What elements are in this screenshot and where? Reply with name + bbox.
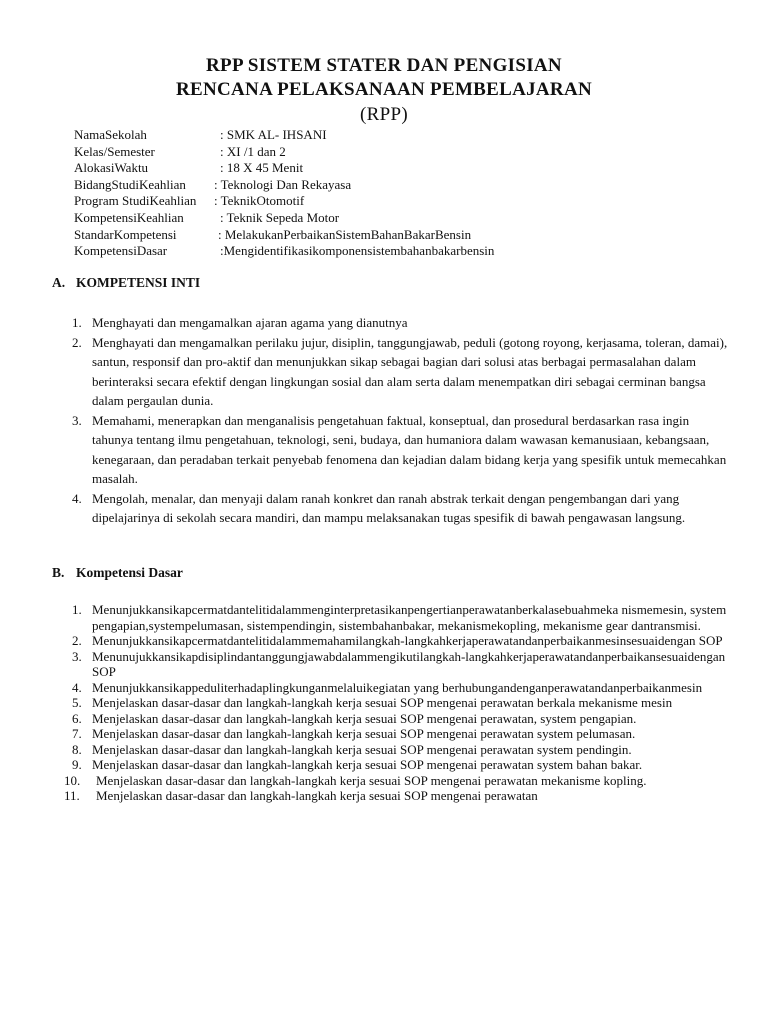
list-item bbox=[72, 489, 732, 528]
identity-value: : Teknologi Dan Rekayasa bbox=[214, 176, 352, 192]
list-text: Menjelaskan dasar-dasar dan langkah-langkah kerja sesuai SOP mengenai perawatan system pelumasan. bbox=[92, 726, 636, 741]
list-text: Menjelaskan dasar-dasar dan langkah-langkah kerja sesuai SOP mengenai perawatan mekanisme kopling. bbox=[96, 772, 647, 788]
list-item bbox=[72, 633, 732, 649]
list-item bbox=[72, 602, 732, 633]
section-title: Kompetensi Dasar bbox=[76, 565, 183, 580]
list-text: Menunjukkansikapcermatdantelitidalammemahamilangkah-langkahkerjaperawatandanperbaikanmesinsesuaidengan SOP bbox=[92, 633, 723, 648]
list-number: 2. bbox=[72, 633, 82, 648]
list-text: Menjelaskan dasar-dasar dan langkah-langkah kerja sesuai SOP mengenai perawatan system bahan bakar. bbox=[92, 757, 643, 772]
list-item bbox=[72, 711, 732, 727]
identity-value: : XI /1 dan 2 bbox=[220, 143, 286, 159]
list-text: Menjelaskan dasar-dasar dan langkah-langkah kerja sesuai SOP mengenai perawatan berkala mekanisme mesin bbox=[92, 695, 673, 710]
identity-value: : 18 X 45 Menit bbox=[220, 160, 304, 176]
list-item bbox=[72, 333, 732, 411]
section-a-heading bbox=[52, 275, 200, 291]
identity-label: Program StudiKeahlian bbox=[74, 193, 197, 209]
list-text: Menunjukkansikapcermatdantelitidalammenginterpretasikanpengertianperawatanberkalasebuahmeka nismemesin, system pengapian,systempelumasan, sistempendingin, sistembahanbakar, mekanismekopling, mekanisme gear dantransmisi. bbox=[92, 602, 727, 633]
list-item bbox=[72, 742, 732, 758]
list-item bbox=[72, 695, 732, 711]
list-text: Menunjukkansikappeduliterhadaplingkunganmelaluikegiatan yang berhubungandenganperawatandanperbaikanmesin bbox=[92, 679, 703, 695]
list-number: 11. bbox=[64, 788, 80, 803]
section-title: KOMPETENSI INTI bbox=[76, 275, 201, 290]
list-item bbox=[72, 680, 732, 696]
list-number: 7. bbox=[72, 726, 82, 741]
list-item bbox=[64, 772, 732, 789]
document-title: RPP SISTEM STATER DAN PENGISIAN bbox=[206, 55, 562, 76]
identity-value: : SMK AL- IHSANI bbox=[220, 127, 327, 142]
identity-label: KompetensiKeahlian bbox=[74, 209, 184, 225]
list-number: 1. bbox=[72, 602, 82, 617]
list-number: 5. bbox=[72, 695, 82, 710]
list-item bbox=[72, 649, 732, 680]
identity-label: KompetensiDasar bbox=[74, 243, 168, 259]
list-number: 4. bbox=[72, 490, 82, 506]
identity-value: : TeknikOtomotif bbox=[214, 193, 305, 209]
list-text: Mengolah, menalar, dan menyaji dalam ranah konkret dan ranah abstrak terkait dengan pengembangan dari yang dipelajarinya di sekolah secara mandiri, dan mampu melaksanakan tugas spesifik di bawah pengawasan langsung. bbox=[92, 490, 686, 525]
identity-value: : Teknik Sepeda Motor bbox=[220, 209, 340, 225]
list-number: 4. bbox=[72, 679, 82, 695]
list-item bbox=[64, 788, 732, 804]
list-item bbox=[72, 411, 732, 489]
identity-label: StandarKompetensi bbox=[74, 226, 177, 242]
identity-value: : MelakukanPerbaikanSistemBahanBakarBensin bbox=[218, 226, 472, 242]
list-number: 6. bbox=[72, 710, 82, 726]
list-number: 3. bbox=[72, 648, 82, 664]
identity-label: AlokasiWaktu bbox=[74, 160, 149, 176]
list-text: Menunujukkansikapdisiplindantanggungjawabdalammengikutilangkah-langkahkerjaperawatandanperbaikansesuaidengan SOP bbox=[92, 648, 726, 679]
section-letter: A. bbox=[52, 275, 66, 290]
identity-label: NamaSekolah bbox=[74, 127, 147, 142]
list-number: 1. bbox=[72, 315, 82, 330]
list-item bbox=[72, 757, 732, 773]
document-abbreviation: (RPP) bbox=[360, 104, 408, 125]
list-text: Menghayati dan mengamalkan perilaku jujur, disiplin, tanggungjawab, peduli (gotong royong, kerjasama, toleran, damai), santun, responsif dan pro-aktif dan menunjukkan sikap sebagai bagian dari solusi atas berbagai permasalahan dalam berinteraksi secara efektif dengan lingkungan sosial dan alam serta dalam menempatkan diri sebagai cerminan bangsa dalam pergaulan dunia. bbox=[92, 334, 728, 408]
section-letter: B. bbox=[52, 565, 65, 580]
kompetensi-inti-list bbox=[72, 313, 732, 528]
list-item bbox=[72, 313, 732, 333]
document-subtitle: RENCANA PELAKSANAAN PEMBELAJARAN bbox=[175, 79, 592, 100]
list-text: Menjelaskan dasar-dasar dan langkah-langkah kerja sesuai SOP mengenai perawatan system pendingin. bbox=[92, 741, 632, 757]
list-text: Menjelaskan dasar-dasar dan langkah-langkah kerja sesuai SOP mengenai perawatan bbox=[96, 788, 538, 803]
section-b-heading bbox=[52, 565, 183, 581]
identity-label: Kelas/Semester bbox=[74, 143, 155, 159]
identity-label: BidangStudiKeahlian bbox=[74, 176, 186, 192]
list-number: 9. bbox=[72, 757, 82, 772]
list-text: Menjelaskan dasar-dasar dan langkah-langkah kerja sesuai SOP mengenai perawatan, system pengapian. bbox=[92, 710, 637, 726]
list-text: Menghayati dan mengamalkan ajaran agama yang dianutnya bbox=[92, 315, 408, 330]
list-number: 10. bbox=[64, 772, 81, 788]
kompetensi-dasar-list bbox=[64, 602, 732, 804]
list-text: Memahami, menerapkan dan menganalisis pengetahuan faktual, konseptual, dan prosedural berdasarkan rasa ingin tahunya tentang ilmu pengetahuan, teknologi, seni, budaya, dan humaniora dalam wawasan kemanusiaan, kebangsaan, kenegaraan, dan peradaban terkait penyebab fenomena dan kejadian dalam bidang kerja yang spesifik untuk memecahkan masalah. bbox=[92, 412, 727, 486]
list-number: 3. bbox=[72, 412, 82, 428]
list-item bbox=[72, 726, 732, 742]
list-number: 2. bbox=[72, 334, 82, 350]
list-number: 8. bbox=[72, 741, 82, 757]
identity-value: :Mengidentifikasikomponensistembahanbakarbensin bbox=[220, 243, 495, 259]
